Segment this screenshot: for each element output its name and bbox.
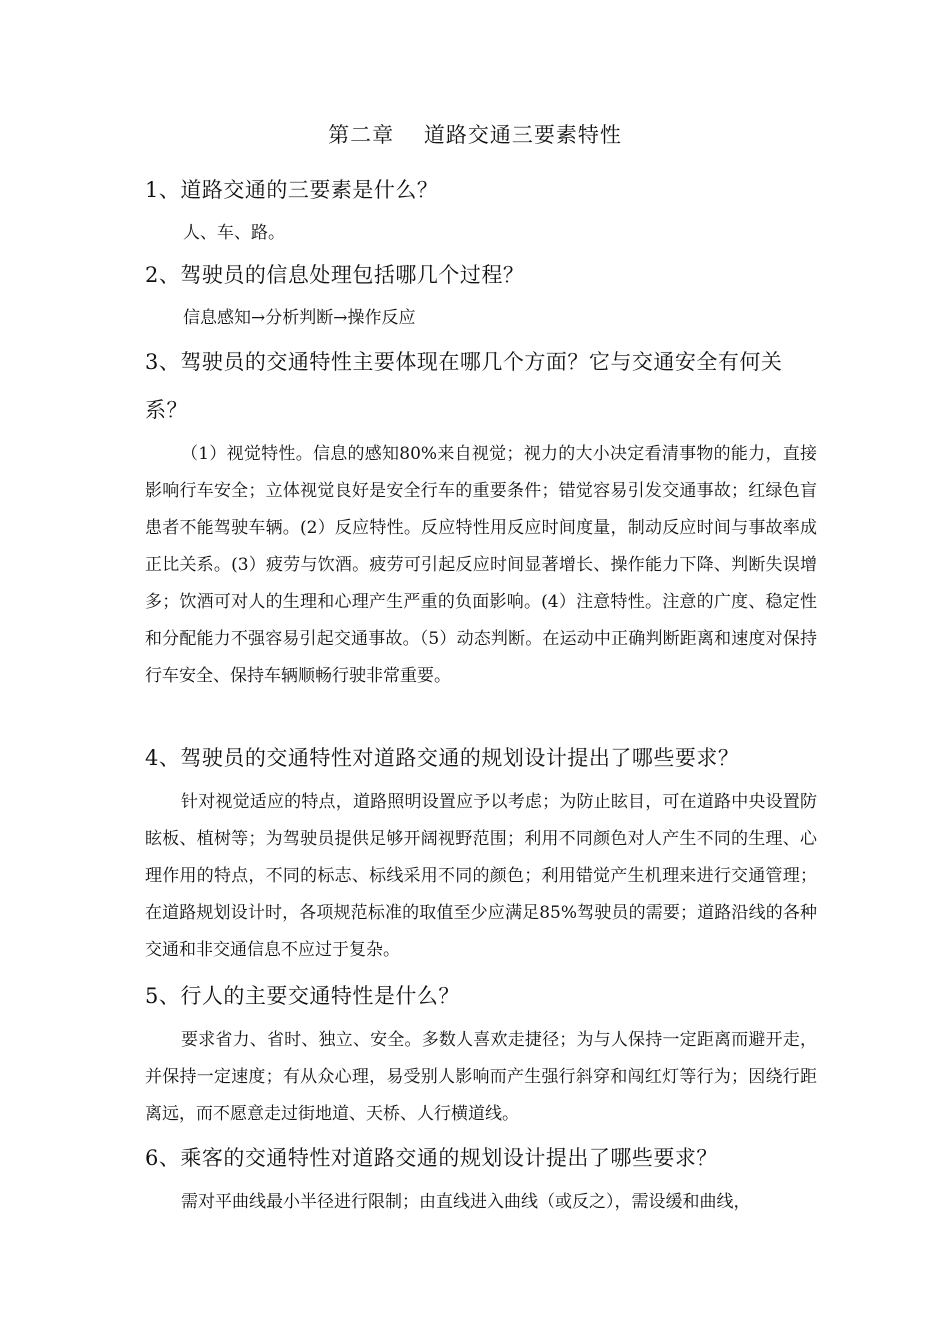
- question-1: 1、道路交通的三要素是什么？: [145, 178, 439, 202]
- answer-2: 信息感知→分析判断→操作反应: [183, 308, 416, 328]
- answer-6: 需对平曲线最小半径进行限制；由直线进入曲线（或反之），需设缓和曲线，: [181, 1192, 751, 1212]
- chapter-title: 第二章 道路交通三要素特性: [328, 123, 622, 147]
- answer-5: 要求省力、省时、独立、安全。多数人喜欢走捷径；为与人保持一定距离而避开走，并保持一定速度；有从众心理，易受别人影响而产生强行斜穿和闯红灯等行为；因绕行距离远，而不愿意走过街地道、天桥、人行横道线。: [145, 1030, 817, 1124]
- question-5: 5、行人的主要交通特性是什么？: [145, 984, 460, 1008]
- question-3: 3、驾驶员的交通特性主要体现在哪几个方面？它与交通安全有何关系？: [145, 350, 783, 422]
- question-6: 6、乘客的交通特性对道路交通的规划设计提出了哪些要求？: [145, 1146, 718, 1170]
- question-4: 4、驾驶员的交通特性对道路交通的规划设计提出了哪些要求？: [145, 746, 740, 770]
- answer-1: 人、车、路。: [183, 223, 285, 243]
- question-2: 2、驾驶员的信息处理包括哪几个过程？: [145, 263, 525, 287]
- answer-3: （1）视觉特性。信息的感知80%来自视觉；视力的大小决定看清事物的能力，直接影响行车安全；立体视觉良好是安全行车的重要条件；错觉容易引发交通事故；红绿色盲患者不能驾驶车辆。(2）反应特性。反应特性用反应时间度量，制动反应时间与事故率成正比关系。(3）疲劳与饮酒。疲劳可引起反应时间显著增长、操作能力下降、判断失误增多；饮酒可对人的生理和心理产生严重的负面影响。(4）注意特性。注意的广度、稳定性和分配能力不强容易引起交通事故。（5）动态判断。在运动中正确判断距离和速度对保持行车安全、保持车辆顺畅行驶非常重要。: [145, 444, 817, 686]
- answer-4: 针对视觉适应的特点，道路照明设置应予以考虑；为防止眩目，可在道路中央设置防眩板、植树等；为驾驶员提供足够开阔视野范围；利用不同颜色对人产生不同的生理、心理作用的特点，不同的标志、标线采用不同的颜色；利用错觉产生机理来进行交通管理；在道路规划设计时，各项规范标准的取值至少应满足85%驾驶员的需要；道路沿线的各种交通和非交通信息不应过于复杂。: [145, 792, 817, 960]
